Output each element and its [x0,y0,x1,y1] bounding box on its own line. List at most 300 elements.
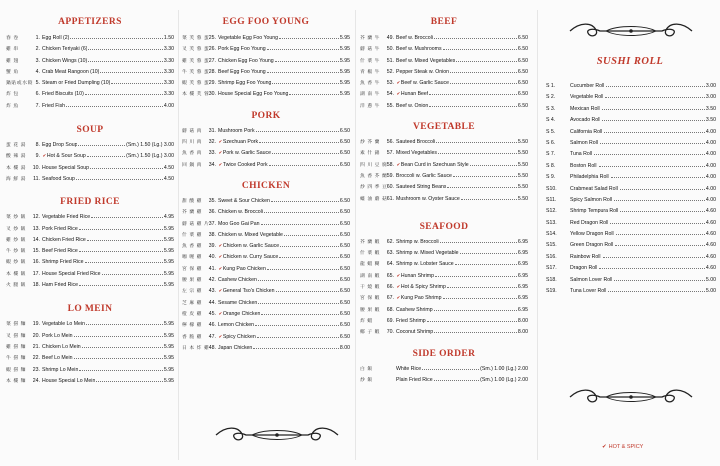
menu-item-name: Pork w. Garlic Sauce [222,150,272,157]
menu-item-number: 58. [386,161,394,168]
menu-item-number: 55. [386,102,394,109]
hot-spicy-icon: ✔ [218,150,223,156]
menu-item-number: 56. [386,139,394,146]
hot-spicy-icon: ✔ [396,161,401,167]
menu-item [6,43,174,54]
dot-leader [438,147,517,154]
menu-item [360,270,528,281]
menu-item-price: 6.50 [339,299,350,306]
column-divider [355,10,356,460]
menu-item-name: Mixed Vegetables [396,150,437,157]
menu-item [360,147,528,158]
menu-item-chinese-name: 蘑 菇 牛 [360,47,381,53]
menu-item-number: 16. [32,259,40,266]
menu-item-name: Tuna Roll [570,151,593,158]
menu-item-number: S14. [546,231,557,238]
menu-item [544,205,716,216]
menu-item-price: 6.95 [517,295,528,302]
menu-item-name: Cashew Shrimp [396,306,433,313]
menu-item-number: 8. [35,142,40,149]
menu-item-name: Chicken w. Curry Sauce [222,254,279,261]
menu-item-price: 4.60 [705,219,716,226]
menu-item-number: 69. [386,317,394,324]
menu-item-name: Chicken Teriyaki (6) [42,46,88,53]
menu-item-chinese-name: 海 鮮 湯 [6,176,27,182]
menu-item-price: (Sm.) 1.50 (Lg.) 3.00 [126,142,174,149]
menu-item-chinese-name: 炒 芥 蘭 [360,140,381,146]
menu-item-chinese-name: 雞 炒 飯 [6,237,27,243]
menu-item-name: Crab Meat Rangoon (10) [42,68,100,75]
hot-spicy-icon: ✔ [218,139,223,145]
menu-item-name: Fried Biscuits (10) [42,91,84,98]
menu-item [6,211,174,222]
menu-item-chinese-name: 芥 蘭 牛 [360,36,381,41]
dot-leader [455,258,517,265]
menu-item-name: Steam or Fried Dumpling (10) [42,80,111,87]
menu-item [544,274,716,285]
menu-item [182,136,350,147]
menu-item [6,364,174,375]
dot-leader [258,274,339,281]
menu-item [544,103,716,114]
hot-spicy-icon: ✔ [42,153,47,159]
dot-leader [267,263,339,270]
menu-item-chinese-name: 橙 皮 雞 [182,311,203,317]
menu-item-price: 3.00 [705,94,716,101]
menu-item-chinese-name: 鍋貼或水餃 [6,81,33,87]
menu-item-name: Tuna Lover Roll [570,288,607,295]
menu-item [182,32,350,43]
menu-item [182,229,350,240]
menu-item [6,245,174,256]
dot-leader [602,114,704,121]
menu-item-name: Hot & Sour Soup [46,153,86,160]
menu-item-number: 35. [208,197,216,204]
dot-leader [272,77,339,84]
dot-leader [257,331,339,338]
menu-item-price: 5.50 [517,161,528,168]
menu-item-price: 6.50 [517,68,528,75]
menu-item-name: Chicken w. Mixed Vegetable [218,231,283,238]
menu-item-name: Philadelphia Roll [570,174,609,181]
dot-leader [275,55,339,62]
section-title-pork: PORK [251,110,281,121]
menu-item-price: 5.95 [163,377,174,384]
menu-item-number: 68. [386,306,394,313]
dot-leader [429,88,517,95]
menu-item-chinese-name: 椰 子 蝦 [360,330,381,336]
dot-leader [267,66,339,73]
menu-item-name: Beef Lo Mein [42,355,73,362]
menu-item-number: 23. [32,366,40,373]
dot-leader [289,88,339,95]
menu-item-number: 14. [32,236,40,243]
fried-rice-list [6,211,174,290]
menu-item [182,43,350,54]
menu-item-name: Mushroom Pork [218,127,255,134]
dot-leader [79,245,163,252]
menu-item-name: Beef Fried Rice [42,248,78,255]
menu-item-price: 5.95 [339,68,350,75]
menu-item-number: 41. [208,265,216,272]
menu-item-name: Vegetable Egg Foo Young [218,35,278,41]
menu-item [360,88,528,99]
menu-item-name: Mexican Roll [570,105,600,112]
menu-item-price: 8.00 [517,317,528,324]
menu-item-number: 52. [386,68,394,75]
menu-item [6,55,174,66]
menu-item-chinese-name: 魚 香 雞 [182,244,203,250]
menu-item [360,247,528,258]
menu-item-name: Shrimp w. Broccoli [396,238,439,245]
menu-item-price: 4.60 [705,242,716,249]
dot-leader [611,171,705,178]
menu-item-chinese-name: 日 本 炸 雞 [182,345,210,351]
menu-item-chinese-name: 素 什 錦 [360,151,381,157]
menu-item-price: 5.95 [163,282,174,289]
menu-item [544,262,716,273]
menu-item-name: Seafood Soup [42,175,75,182]
menu-item-number: 4. [35,68,40,75]
menu-item [360,66,528,77]
menu-item-price: 6.50 [339,288,350,295]
menu-item-name: Chicken w. Broccoli [218,209,263,216]
menu-item [360,304,528,315]
menu-item-name: Mushroom w. Oyster Sauce [396,195,460,202]
column-divider [537,10,538,460]
menu-item-chinese-name: 蘑 菇 雞 片 [182,221,210,227]
menu-item-number: 61. [386,195,394,202]
section-title-appetizers: APPETIZERS [58,17,122,27]
menu-item-name: Shrimp w. Lobster Sauce [396,261,454,268]
menu-item-number: 28. [208,68,216,75]
menu-item-price: 6.95 [517,272,528,279]
dot-leader [456,55,516,62]
menu-item [182,55,350,66]
menu-item-price: 5.95 [339,35,350,41]
menu-item-price: (Sm.) 1.50 (Lg.) 3.00 [126,153,174,160]
dot-leader [96,375,163,382]
dot-leader [82,341,163,348]
menu-item-name: Beef w. Onion [396,102,429,109]
menu-item-number: 59. [386,172,394,179]
menu-column-1 [6,0,174,386]
menu-item [6,279,174,290]
menu-item-number: 12. [32,214,40,221]
seafood-list [360,236,528,338]
menu-item-price: 6.50 [339,243,350,250]
menu-item-price: 6.95 [517,250,528,257]
dot-leader [429,100,517,107]
menu-item [360,100,528,111]
menu-item-name: Salmon Roll [570,139,598,146]
menu-item-name: Pork Lo Mein [42,332,73,339]
dot-leader [269,159,339,166]
menu-item-name: Boston Roll [570,162,597,169]
menu-item-number: 25. [208,35,216,41]
menu-item-number: 34. [208,161,216,168]
menu-item-price: 5.00 [705,276,716,283]
menu-item-name: Beef w. Broccoli [396,35,433,41]
menu-item [6,32,174,43]
dot-leader [602,103,705,110]
dot-leader [284,229,339,236]
menu-item-chinese-name: 雞 芙 蓉 蛋 [182,58,210,64]
menu-item [360,236,528,247]
menu-item-chinese-name: 香 脆 雞 [182,334,203,340]
menu-item-chinese-name: 什 菜 雞 [182,232,203,238]
menu-item [182,240,350,251]
menu-item-price: 4.60 [705,231,716,238]
menu-item-chinese-name: 宮 保 蝦 [360,296,381,302]
hot-spicy-icon: ✔ [218,243,223,249]
menu-item-chinese-name: 什 菜 蝦 [360,251,381,257]
menu-item-chinese-name: 炸 蝦 [360,318,373,324]
dot-leader [66,100,163,107]
menu-item [6,66,174,77]
menu-item-number: S 3. [546,105,556,112]
hot-spicy-icon: ✔ [218,254,223,260]
menu-item-name: Crabmeat Salad Roll [570,185,618,192]
section-title-seafood: SEAFOOD [419,221,469,232]
menu-item [6,223,174,234]
menu-item-chinese-name: 魚 香 牛 [360,81,381,87]
menu-item-number: S 1. [546,83,556,89]
dot-leader [264,206,339,213]
menu-item-number: 5. [35,80,40,87]
menu-item [544,228,716,239]
dot-leader [79,364,163,371]
menu-item-number: 54. [386,91,394,98]
menu-item-number: 9. [35,153,40,160]
menu-item-number: S18. [546,276,557,283]
menu-item [6,352,174,363]
menu-item-price: 5.95 [339,91,350,98]
menu-item-name: Lemon Chicken [218,322,255,329]
menu-item-name: Sauteed String Beans [396,184,447,191]
menu-item-chinese-name: 蝦 撈 麵 [6,367,27,373]
menu-item-price: 5.00 [705,288,716,295]
menu-item-price: 6.50 [517,46,528,53]
menu-item-price: (Sm.) 1.00 (Lg.) 2.00 [480,365,528,372]
menu-item-chinese-name: 雞 撈 麵 [6,344,27,350]
menu-item-price: 4.00 [705,128,716,135]
menu-item-name: Green Dragon Roll [570,242,614,249]
menu-item-name: Salmon Lover Roll [570,276,613,283]
menu-item [6,341,174,352]
menu-item-price: 6.50 [339,127,350,134]
side-order-list [360,363,528,386]
dot-leader [599,262,704,269]
menu-item-price: 4.50 [163,175,174,182]
dot-leader [267,43,339,50]
menu-item-price: 4.60 [705,208,716,215]
menu-item-chinese-name: 炒 四 季 豆 [360,185,388,191]
menu-item [544,217,716,228]
menu-item-chinese-name: 牛 撈 麵 [6,356,27,362]
menu-item-name: Kung Pao Chicken [222,265,266,272]
dot-leader [615,239,705,246]
menu-item-name: Fried Fish [42,102,66,109]
menu-item-chinese-name: 什 菜 牛 [360,58,381,64]
menu-item [544,114,716,125]
menu-item-name: Sesame Chicken [218,299,258,306]
dot-leader [111,77,163,84]
dot-leader [443,43,517,50]
menu-item-price: 4.00 [163,102,174,109]
menu-item [182,195,350,206]
menu-item-chinese-name: 宮 保 雞 [182,266,203,272]
menu-item-price: 3.30 [163,68,174,75]
dot-leader [594,148,705,155]
menu-item-number: 31. [208,127,216,134]
dot-leader [461,193,517,200]
menu-item-chinese-name: 春 卷 [6,36,19,41]
beef-list [360,32,528,111]
dot-leader [434,326,517,333]
dot-leader [614,274,705,281]
dot-leader [87,234,163,241]
menu-item [360,326,528,337]
menu-item-chinese-name: 菜 芙 蓉 蛋 [182,36,210,41]
menu-item-price: 1.50 [163,35,174,41]
menu-item-number: S13. [546,219,557,226]
menu-item-number: 24. [32,377,40,384]
menu-item [182,263,350,274]
dot-leader [255,319,339,326]
menu-item-price: 6.50 [339,139,350,146]
dot-leader [271,195,339,202]
menu-item-number: 33. [208,150,216,157]
dot-leader [600,137,705,144]
menu-item-name: Chicken Egg Foo Young [218,57,274,64]
dot-leader [79,223,163,230]
menu-item-number: S15. [546,242,557,249]
menu-item [182,251,350,262]
menu-item-number: 60. [386,184,394,191]
menu-item-chinese-name: 洋 蔥 牛 [360,103,381,109]
dot-leader [74,330,163,337]
dot-leader [85,88,163,95]
menu-item-number: 22. [32,355,40,362]
menu-item [182,308,350,319]
dot-leader [434,32,517,39]
menu-item [182,218,350,229]
menu-item-price: (Sm.) 1.00 (Lg.) 2.00 [480,376,528,383]
dot-leader [88,43,162,50]
menu-column-2 [182,0,350,353]
section-title-egg-foo-young: EGG FOO YOUNG [222,17,310,27]
dot-leader [102,268,163,275]
hot-spicy-icon: ✔ [396,272,401,278]
menu-item-price: 5.95 [163,355,174,362]
menu-item-name: House Special Egg Foo Young [218,91,289,98]
menu-item-number: 39. [208,243,216,250]
menu-item-name: Japan Chicken [218,344,253,351]
menu-item [360,374,528,385]
menu-item-name: Twice Cooked Pork [222,161,268,168]
menu-item-price: 6.50 [339,333,350,340]
menu-item [182,77,350,88]
dot-leader [280,240,339,247]
menu-item [360,136,528,147]
dot-leader [70,32,163,39]
menu-item-number: S 4. [546,117,556,124]
menu-item [6,173,174,184]
menu-item [182,88,350,99]
hot-spicy-icon: ✔ [218,288,223,294]
dot-leader [450,77,517,84]
menu-item [182,297,350,308]
menu-item-price: 6.50 [339,310,350,317]
section-title-beef: BEEF [430,17,458,27]
dot-leader [422,363,479,370]
menu-item-price: 5.95 [163,321,174,328]
menu-item-price: 6.50 [517,80,528,87]
menu-item-name: Plain Fried Rice [396,376,433,383]
menu-item-number: 20. [32,332,40,339]
menu-item-name: House Special Fried Rice [42,270,101,277]
menu-item-price: 5.50 [517,139,528,146]
menu-item-price: 6.50 [339,197,350,204]
menu-item-price: 5.95 [163,343,174,350]
menu-item-chinese-name: 叉 撈 麵 [6,333,27,339]
dot-leader [604,126,705,133]
menu-item-number: 27. [208,57,216,64]
menu-item-name: Shrimp Egg Foo Young [218,80,272,87]
menu-item [544,285,716,296]
menu-item [360,159,528,170]
menu-item-price: 4.50 [163,164,174,171]
menu-item [6,234,174,245]
menu-column-3 [360,0,528,385]
menu-item-price: 6.50 [339,161,350,168]
menu-item [360,315,528,326]
menu-item-name: Pork Egg Foo Young [218,46,266,53]
menu-item-price: 6.50 [339,254,350,261]
menu-item-number: S16. [546,253,557,260]
menu-item-price: 6.95 [517,284,528,291]
menu-item-number: S11. [546,196,557,203]
dot-leader [606,80,705,87]
menu-item-number: S12. [546,208,557,215]
dot-leader [258,297,339,304]
menu-item-number: 3. [35,57,40,64]
menu-item-number: 49. [386,35,394,41]
hot-spicy-icon: ✔ [396,284,401,290]
menu-item-price: 6.95 [517,261,528,268]
menu-item-number: 6. [35,91,40,98]
menu-item-price: 4.60 [705,265,716,272]
menu-item-chinese-name: 蛋 花 湯 [6,143,27,149]
menu-item [182,206,350,217]
menu-item-chinese-name: 甜 酸 雞 [182,198,203,204]
menu-item-number: S10. [546,185,557,192]
menu-item [360,32,528,43]
menu-item-name: Chicken Fried Rice [42,236,86,243]
menu-item-chinese-name: 湖 南 牛 [360,92,381,98]
hot-spicy-icon: ✔ [218,265,223,271]
menu-item-chinese-name: 四 川 豆 腐 [360,162,388,168]
dot-leader [90,162,163,169]
menu-item-name: Avocado Roll [570,117,601,124]
menu-item-price: 6.95 [517,238,528,245]
menu-item [360,55,528,66]
menu-item-number: 65. [386,272,394,279]
menu-item [6,162,174,173]
menu-item-number: 1. [35,35,40,41]
dot-leader [276,285,339,292]
